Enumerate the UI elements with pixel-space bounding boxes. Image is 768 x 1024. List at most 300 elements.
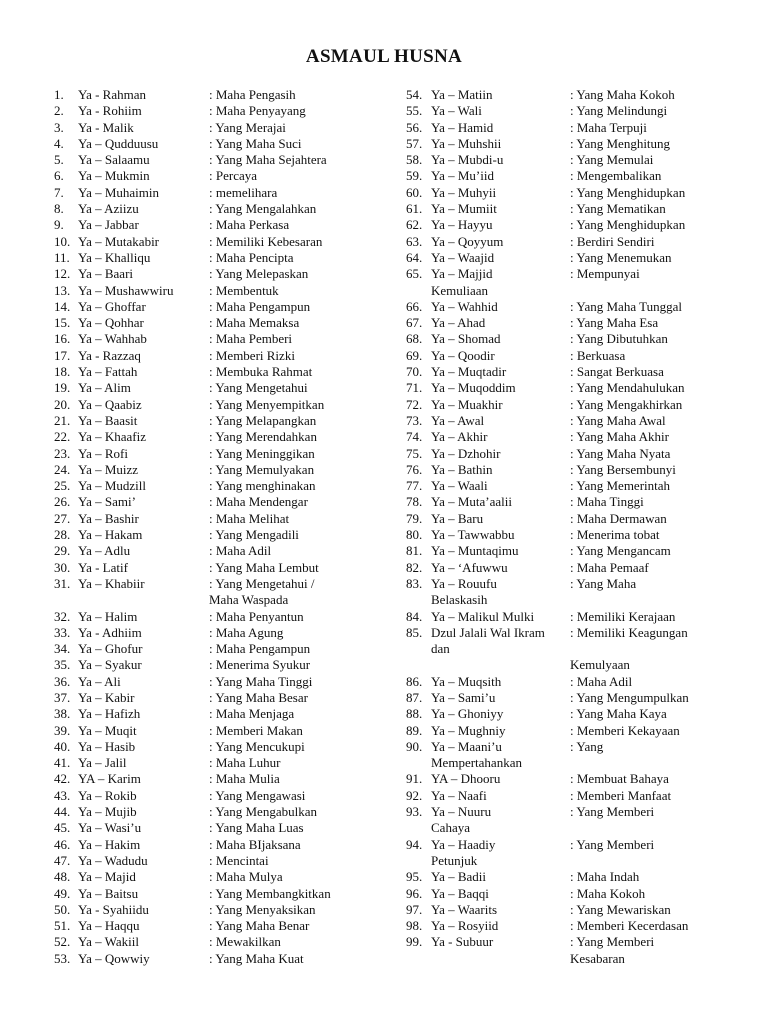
item-number: 20. [54,396,71,412]
item-number: 2. [54,103,64,119]
list-item [54,739,384,755]
item-name: Ya – Hafizh [78,706,141,722]
item-meaning: : Memberi Rizki [209,347,295,363]
list-item [406,348,736,364]
item-name: Ya – Qoyyum [431,233,504,249]
item-meaning: : Maha Terpuji [570,119,647,135]
item-meaning: : Yang Maha [570,575,637,591]
item-name: Ya – Badii [431,869,487,885]
item-number: 45. [54,820,71,836]
item-name: Ya – Muqtadir [431,364,507,380]
item-number: 55. [406,103,423,119]
list-item [406,820,736,836]
item-name: Ya – Hayyu [431,217,493,233]
list-item [406,429,736,445]
item-name: Ya – Malikul Mulki [431,608,535,624]
item-number: 71. [406,380,423,396]
item-number: 15. [54,315,71,331]
item-name: Ya – Rokib [78,787,137,803]
item-number: 98. [406,918,423,934]
item-name: Ya - Rohiim [78,103,142,119]
list-item [54,446,384,462]
list-item [406,217,736,233]
item-meaning: : Yang Maha Tinggi [209,673,313,689]
item-number: 12. [54,266,71,282]
item-meaning: : Membentuk [209,282,279,298]
list-item [54,397,384,413]
item-number: 70. [406,364,423,380]
list-item [54,755,384,771]
item-number: 31. [54,575,71,591]
list-item [54,266,384,282]
list-item [406,494,736,510]
item-meaning: : Yang Mencukupi [209,738,305,754]
item-number: 30. [54,559,71,575]
item-name: Ya – Nuuru [431,804,492,820]
item-number: 18. [54,364,71,380]
item-meaning: : Yang Maha Kaya [570,706,667,722]
item-name: Ya – Salaamu [78,152,150,168]
item-name: Ya – Baasit [78,412,138,428]
item-number: 97. [406,901,423,917]
list-item [406,331,736,347]
item-number: 39. [54,722,71,738]
item-number: 80. [406,527,423,543]
item-name: Ya – Muizz [78,461,139,477]
item-name: Ya – Akhir [431,429,488,445]
item-name: Ya – Qohhar [78,315,144,331]
item-name: Ya – Mubdi-u [431,152,504,168]
item-number: 6. [54,168,64,184]
item-name: Ya – Sami’ [78,494,136,510]
item-name: Ya – Mutakabir [78,233,160,249]
list-item [54,609,384,625]
item-name: Kemuliaan [431,282,489,298]
item-name: Ya – Mujib [78,804,137,820]
item-number: 24. [54,461,71,477]
list-item [406,380,736,396]
item-meaning: : Yang Mendahulukan [570,380,685,396]
item-name: Ya – Wasi’u [78,820,142,836]
item-number: 57. [406,135,423,151]
list-item [54,348,384,364]
item-meaning: : Yang Maha Benar [209,918,310,934]
item-name: Ya – Mumiit [431,201,497,217]
list-item [54,723,384,739]
list-item [54,299,384,315]
item-number: 72. [406,396,423,412]
item-meaning: : Maha Pengampun [209,641,311,657]
item-meaning: : Maha Pengampun [209,298,311,314]
item-number: 66. [406,298,423,314]
item-name: Cahaya [431,820,470,836]
list-item [406,625,736,641]
item-name: Ya – Baitsu [78,885,139,901]
item-meaning: : Yang Menghidupkan [570,217,686,233]
item-name: Ya - Subuur [431,934,494,950]
item-meaning: : Yang Melepaskan [209,266,309,282]
item-number: 65. [406,266,423,282]
item-number: 58. [406,152,423,168]
item-number: 25. [54,478,71,494]
item-meaning: : Maha Penyantun [209,608,304,624]
item-name: Ya – Bashir [78,510,139,526]
list-item [54,543,384,559]
item-number: 52. [54,934,71,950]
list-item [406,560,736,576]
item-name: Ya – Dzhohir [431,445,501,461]
item-number: 79. [406,510,423,526]
item-number: 76. [406,461,423,477]
item-name: YA – Karim [78,771,141,787]
list-item [406,934,736,950]
list-item [406,185,736,201]
item-meaning: : Yang Maha Esa [570,315,659,331]
list-item [54,674,384,690]
item-meaning: : Yang Maha Kokoh [570,87,675,102]
list-item [406,283,736,299]
item-number: 90. [406,738,423,754]
item-name: Ya – Qaabiz [78,396,142,412]
list-item [54,413,384,429]
item-name: Ya – Mushawwiru [78,282,174,298]
item-meaning: : Maha Mulia [209,771,280,787]
item-number: 49. [54,885,71,901]
item-name: Ya – Alim [78,380,131,396]
item-name: Ya – Muqoddim [431,380,516,396]
item-number: 94. [406,836,423,852]
item-name: Ya – Hamid [431,119,494,135]
item-name: Ya – Wadudu [78,852,148,868]
list-item [54,592,384,608]
item-meaning: : Yang Memulyakan [209,461,315,477]
list-item [54,283,384,299]
item-meaning: : Percaya [209,168,258,184]
list-item [54,869,384,885]
list-item [406,446,736,462]
list-item [406,397,736,413]
list-item [406,576,736,592]
item-number: 91. [406,771,423,787]
item-name: Ya – Qowwiy [78,950,150,966]
item-meaning: : Yang Menghidupkan [570,184,686,200]
item-number: 77. [406,478,423,494]
item-meaning: : Yang Maha Suci [209,135,302,151]
right-column [406,87,736,967]
item-meaning: : Maha Mulya [209,869,283,885]
item-number: 83. [406,575,423,591]
item-name: YA – Dhooru [431,771,501,787]
item-number: 34. [54,641,71,657]
item-name: Dzul Jalali Wal Ikram [431,624,545,640]
list-item [406,723,736,739]
item-name: Ya – Ghoffar [78,298,146,314]
list-item [406,103,736,119]
list-item [406,543,736,559]
item-meaning: : Mempunyai [570,266,640,282]
item-meaning: : Maha Adil [209,543,272,559]
item-number: 11. [54,249,70,265]
item-name: Ya – Mudzill [78,478,147,494]
item-name: Ya – Khaafiz [78,429,146,445]
item-meaning: : Yang menghinakan [209,478,316,494]
item-number: 87. [406,689,423,705]
item-number: 37. [54,689,71,705]
item-meaning: : Yang Maha Besar [209,689,308,705]
item-meaning: : Yang Menyaksikan [209,901,316,917]
item-name: Ya – Matiin [431,87,493,102]
item-name: Ya – Baru [431,510,484,526]
item-name: Belaskasih [431,592,488,608]
item-meaning: : Maha Mendengar [209,494,308,510]
item-name: Ya – Muhyii [431,184,497,200]
item-number: 26. [54,494,71,510]
list-item [406,201,736,217]
list-item [406,511,736,527]
item-meaning: : Memberi Makan [209,722,303,738]
item-name: Ya – Wali [431,103,482,119]
item-meaning: : Membuka Rahmat [209,364,313,380]
item-meaning: : Yang Menghitung [570,135,671,151]
item-meaning: : Maha Penyayang [209,103,306,119]
item-number: 81. [406,543,423,559]
item-number: 68. [406,331,423,347]
list-item [54,168,384,184]
list-item [54,951,384,967]
item-number: 59. [406,168,423,184]
item-name: Petunjuk [431,852,478,868]
item-name: Ya – Majjid [431,266,493,282]
item-meaning: : Yang Mematikan [570,201,666,217]
list-item [54,462,384,478]
item-name: Ya – Ali [78,673,121,689]
item-meaning: : Yang Mengakhirkan [570,396,683,412]
list-item [54,429,384,445]
item-name: Ya – Khalliqu [78,249,151,265]
list-item [54,494,384,510]
list-item [54,380,384,396]
item-meaning: : Mencintai [209,852,269,868]
item-name: Ya – Haadiy [431,836,496,852]
item-name: Ya – Aziizu [78,201,139,217]
item-meaning: : Maha Agung [209,624,284,640]
item-number: 84. [406,608,423,624]
item-meaning: : Memiliki Kerajaan [570,608,676,624]
item-name: Ya – Khabiir [78,575,145,591]
list-item [54,120,384,136]
item-number: 54. [406,87,423,102]
item-name: Ya – Baari [78,266,134,282]
list-item [54,234,384,250]
list-item [54,478,384,494]
item-name: Ya – Muta’aalii [431,494,513,510]
item-number: 38. [54,706,71,722]
list-item [406,299,736,315]
item-number: 1. [54,87,64,102]
item-meaning: : Sangat Berkuasa [570,364,664,380]
list-item [406,462,736,478]
item-number: 75. [406,445,423,461]
item-meaning: : Yang [570,738,604,754]
item-name: Ya – Awal [431,412,485,428]
item-number: 36. [54,673,71,689]
item-meaning: : Mewakilkan [209,934,281,950]
item-name: Ya – Bathin [431,461,493,477]
item-number: 27. [54,510,71,526]
item-name: Ya - Razzaq [78,347,141,363]
item-meaning: : memelihara [209,184,278,200]
list-item [54,641,384,657]
item-name: Ya – Ghofur [78,641,143,657]
item-name: Ya – Muhaimin [78,184,160,200]
item-meaning: : Yang Maha Tunggal [570,298,682,314]
item-number: 74. [406,429,423,445]
list-item [54,217,384,233]
item-name: Ya - Syahiidu [78,901,149,917]
item-number: 33. [54,624,71,640]
item-number: 13. [54,282,71,298]
item-number: 23. [54,445,71,461]
item-number: 44. [54,804,71,820]
item-meaning: : Yang Menemukan [570,249,672,265]
item-name: Ya – Muntaqimu [431,543,519,559]
item-name: Ya – Qoodir [431,347,495,363]
item-name: Ya – Wakiil [78,934,139,950]
item-number: 63. [406,233,423,249]
item-meaning: : Berkuasa [570,347,626,363]
item-name: Ya – Maani’u [431,738,502,754]
item-meaning: Kesabaran [570,950,625,966]
item-number: 69. [406,347,423,363]
item-name: Ya – Baqqi [431,885,489,901]
item-name: Ya – Sami’u [431,689,496,705]
list-item [406,951,736,967]
item-name: Ya – Tawwabbu [431,527,515,543]
item-number: 43. [54,787,71,803]
item-number: 86. [406,673,423,689]
list-item [406,902,736,918]
left-column [54,87,384,967]
list-item [54,934,384,950]
item-name: Ya – Syakur [78,657,142,673]
item-number: 7. [54,184,64,200]
item-number: 28. [54,527,71,543]
list-item [406,771,736,787]
item-number: 50. [54,901,71,917]
item-name: Ya – Jabbar [78,217,139,233]
item-meaning: Kemulyaan [570,657,630,673]
item-number: 16. [54,331,71,347]
item-meaning: : Yang Maha Luas [209,820,304,836]
list-item [54,560,384,576]
list-item [406,674,736,690]
item-name: Ya – Hakim [78,836,141,852]
item-number: 35. [54,657,71,673]
item-name: Ya – Haqqu [78,918,140,934]
item-name: Ya – Ahad [431,315,486,331]
item-number: 51. [54,918,71,934]
list-item [54,886,384,902]
item-meaning: : Menerima Syukur [209,657,311,673]
item-number: 40. [54,738,71,754]
item-meaning: : Yang Mengalahkan [209,201,317,217]
item-number: 89. [406,722,423,738]
item-number: 78. [406,494,423,510]
item-meaning: : Yang Melapangkan [209,412,317,428]
item-name: Ya - Adhiim [78,624,142,640]
list-item [406,739,736,755]
item-name: Ya - Malik [78,119,134,135]
list-item [406,788,736,804]
list-item [54,185,384,201]
item-name: Ya – Muhshii [431,135,502,151]
list-item [406,706,736,722]
item-meaning: Maha Waspada [209,592,289,608]
item-name: Ya – Ghoniyy [431,706,504,722]
item-number: 96. [406,885,423,901]
item-meaning: : Yang Maha Kuat [209,950,304,966]
item-name: Ya – Mukmin [78,168,150,184]
list-item [406,657,736,673]
item-name: Ya – Naafi [431,787,487,803]
item-name: Ya – Rosyiid [431,918,499,934]
list-item [406,592,736,608]
item-meaning: : Maha BIjaksana [209,836,301,852]
item-name: Ya – Wahhab [78,331,147,347]
list-item [406,152,736,168]
list-item [54,364,384,380]
item-number: 60. [406,184,423,200]
item-number: 82. [406,559,423,575]
item-number: 8. [54,201,64,217]
item-number: 64. [406,249,423,265]
item-meaning: : Maha Menjaga [209,706,295,722]
item-number: 5. [54,152,64,168]
item-meaning: : Maha Memaksa [209,315,300,331]
list-item [54,837,384,853]
item-meaning: : Maha Pemaaf [570,559,649,575]
item-meaning: : Maha Indah [570,869,640,885]
list-item [54,250,384,266]
item-meaning: : Yang Maha Nyata [570,445,671,461]
list-item [54,511,384,527]
list-item [406,234,736,250]
item-meaning: : Maha Kokoh [570,885,646,901]
item-meaning: : Memberi Kecerdasan [570,918,689,934]
list-item [406,918,736,934]
list-item [406,755,736,771]
item-number: 17. [54,347,71,363]
item-meaning: : Yang Bersembunyi [570,461,676,477]
item-meaning: : Yang Mengabulkan [209,804,317,820]
item-name: Ya – Mu’iid [431,168,494,184]
item-meaning: : Yang Mewariskan [570,901,671,917]
item-number: 19. [54,380,71,396]
item-number: 56. [406,119,423,135]
list-item [54,804,384,820]
item-number: 88. [406,706,423,722]
item-meaning: : Yang Menyempitkan [209,396,325,412]
item-name: Ya – Hasib [78,738,136,754]
list-item [54,152,384,168]
item-name: Ya – Waarits [431,901,498,917]
item-meaning: : Yang Memberi [570,934,655,950]
item-name: Ya – Muakhir [431,396,503,412]
item-number: 9. [54,217,64,233]
list-item [406,690,736,706]
item-number: 21. [54,412,71,428]
item-name: Ya – Waajid [431,249,495,265]
